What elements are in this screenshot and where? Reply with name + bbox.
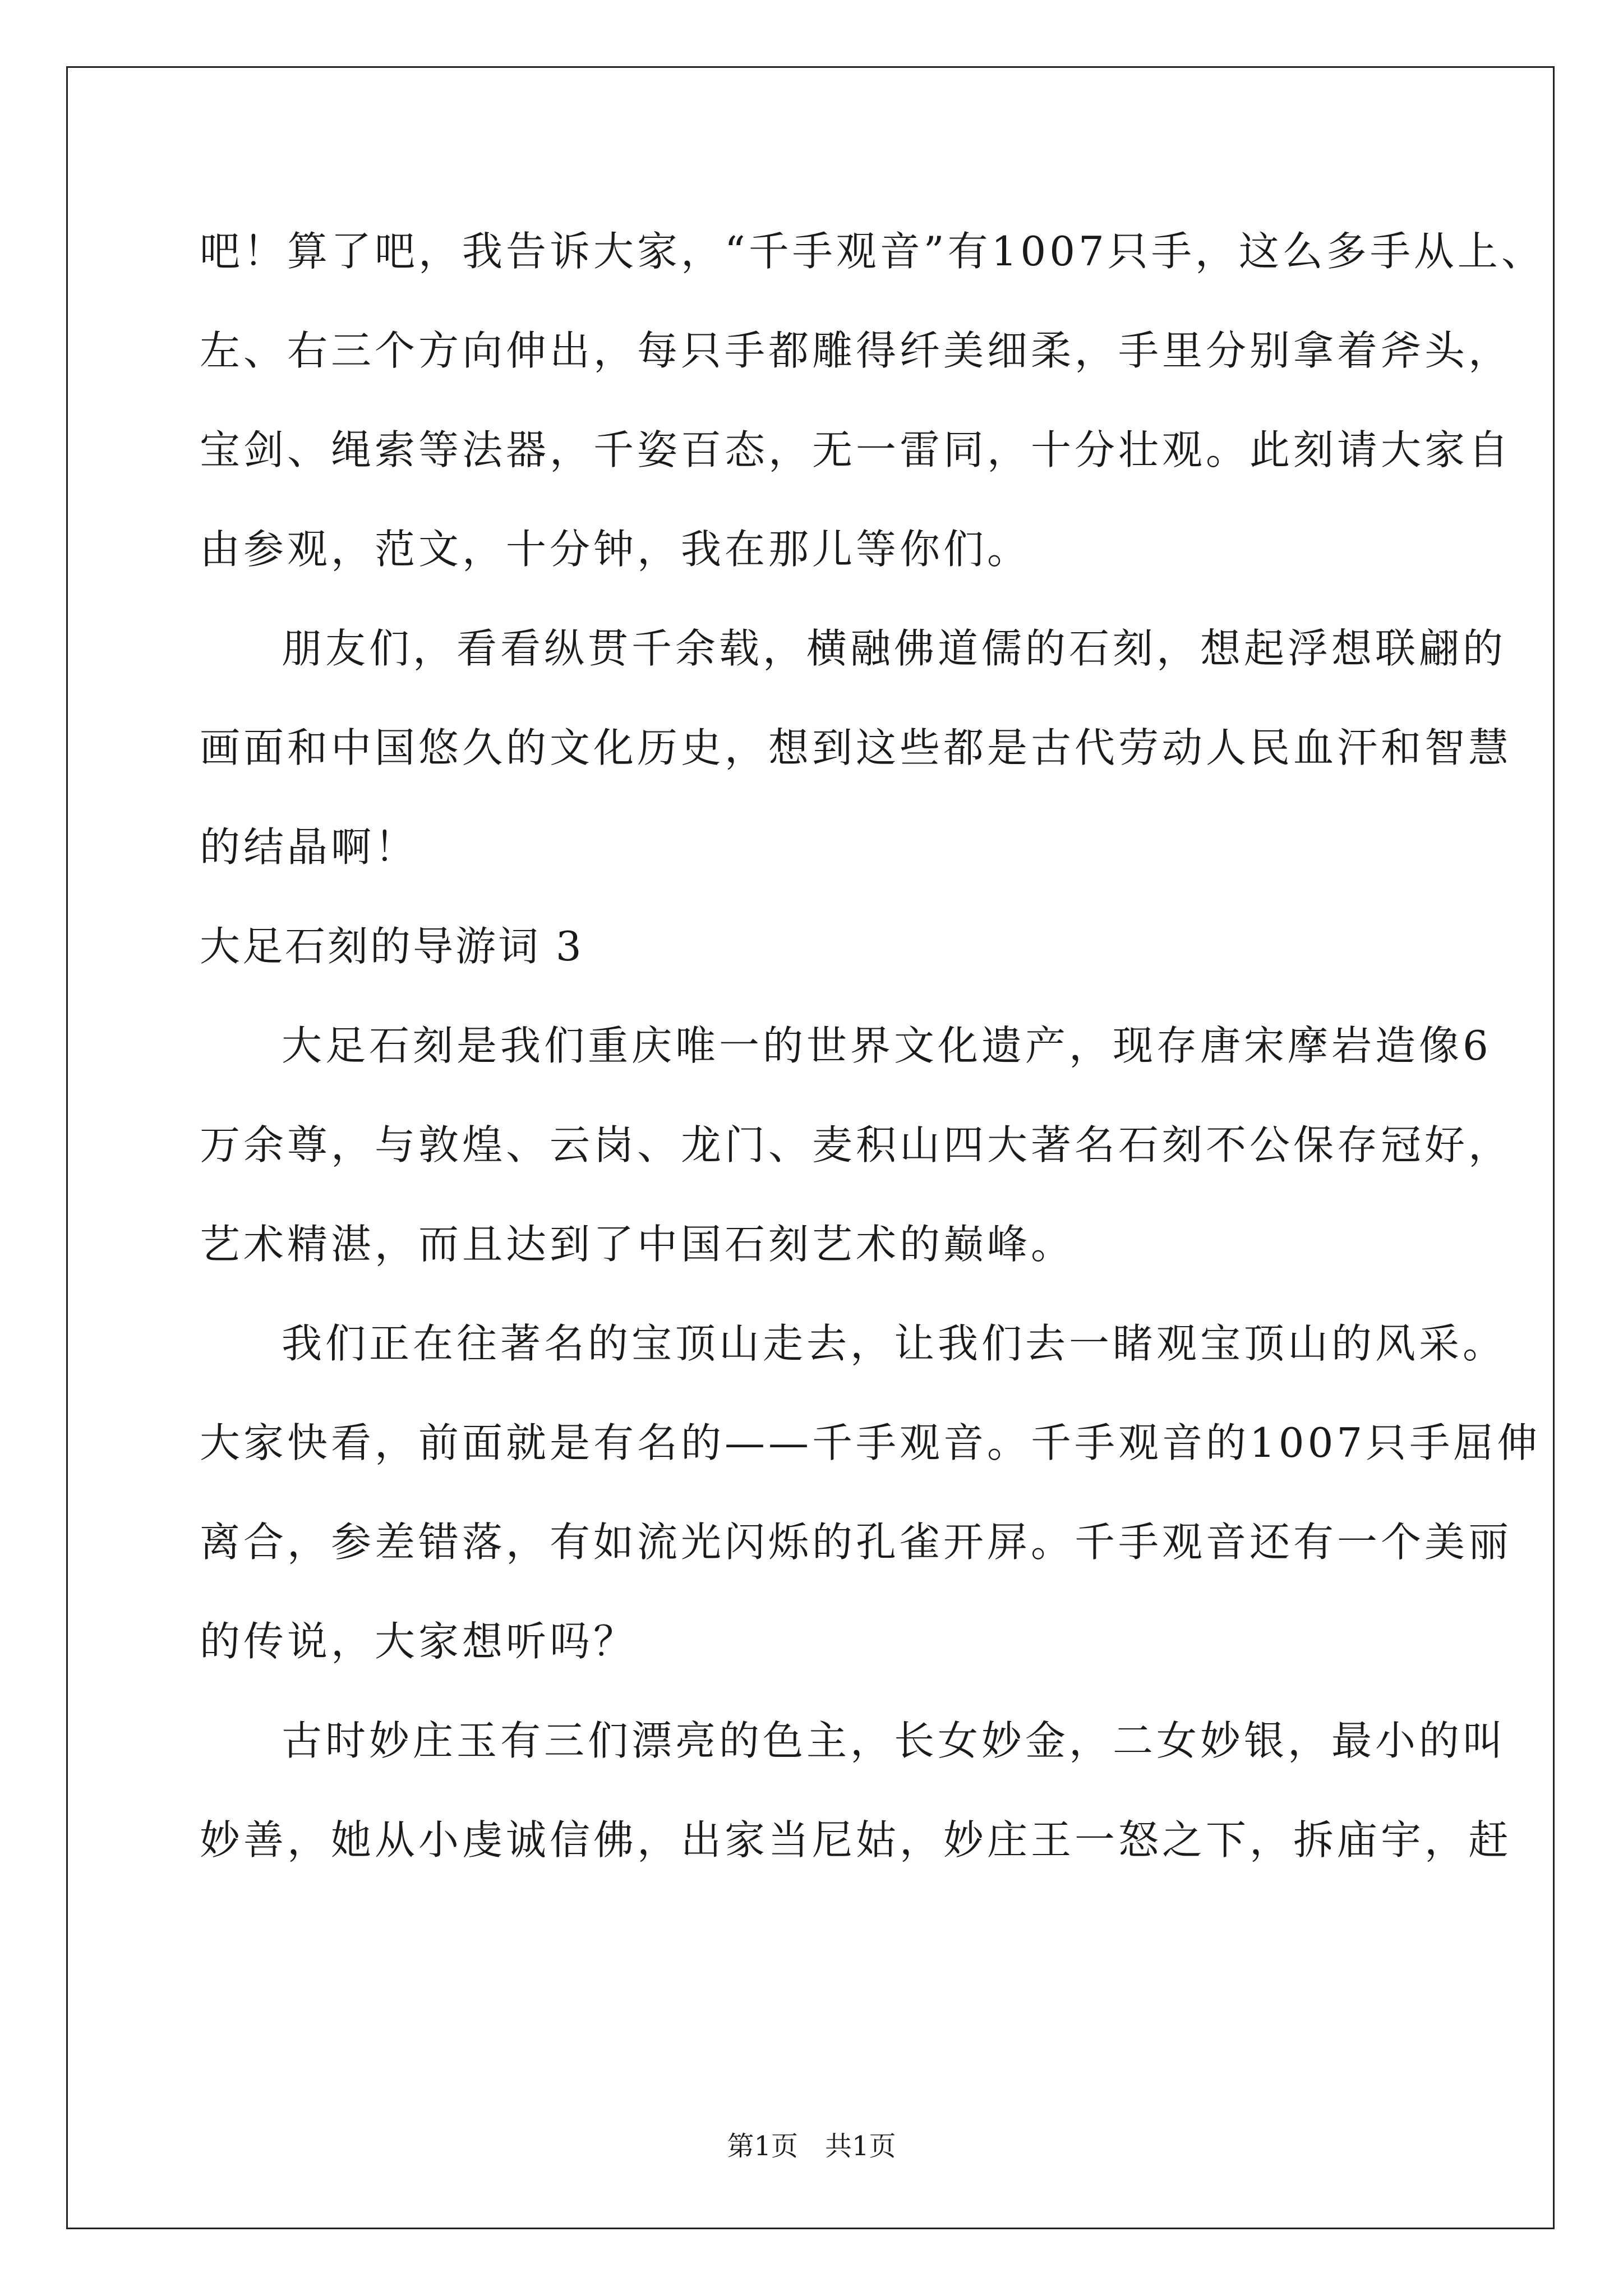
paragraph-line: 妙善，她从小虔诚信佛，出家当尼姑，妙庄王一怒之下，拆庙宇，赶 (200, 1816, 1513, 1864)
paragraph-line: 宝剑、绳索等法器，千姿百态，无一雷同，十分壮观。此刻请大家自 (200, 426, 1513, 473)
paragraph-line: 画面和中国悠久的文化历史，想到这些都是古代劳动人民血汗和智慧 (200, 724, 1513, 771)
paragraph-line: 古时妙庄玉有三们漂亮的色主，长女妙金，二女妙银，最小的叫 (282, 1717, 1507, 1764)
paragraph-line: 朋友们，看看纵贯千余载，横融佛道儒的石刻，想起浮想联翩的 (282, 625, 1507, 672)
document-body (200, 202, 1545, 1890)
paragraph-line: 的传说，大家想听吗？ (200, 1618, 638, 1665)
paragraph-line: 万余尊，与敦煌、云岗、龙门、麦积山四大著名石刻不公保存冠好， (200, 1121, 1513, 1168)
page-footer (0, 2129, 1623, 2163)
paragraph-line: 由参观，范文，十分钟，我在那儿等你们。 (200, 526, 1031, 573)
section-heading: 大足石刻的导游词 3 (200, 923, 584, 970)
paragraph-line: 艺术精湛，而且达到了中国石刻艺术的巅峰。 (200, 1221, 1075, 1268)
page-total: 共1页 (825, 2131, 896, 2162)
paragraph-line: 大足石刻是我们重庆唯一的世界文化遗产，现存唐宋摩岩造像6 (282, 1022, 1492, 1069)
paragraph-line: 的结晶啊！ (200, 823, 419, 871)
paragraph-line: 吧！算了吧，我告诉大家，“千手观音”有1007只手，这么多手从上、 (200, 228, 1545, 275)
paragraph-line: 大家快看，前面就是有名的——千手观音。千手观音的1007只手屈伸 (200, 1419, 1541, 1466)
page-number: 第1页 (727, 2131, 798, 2162)
paragraph-line: 离合，参差错落，有如流光闪烁的孔雀开屏。千手观音还有一个美丽 (200, 1519, 1513, 1566)
paragraph-line: 左、右三个方向伸出，每只手都雕得纤美细柔，手里分别拿着斧头， (200, 327, 1513, 374)
paragraph-line: 我们正在往著名的宝顶山走去，让我们去一睹观宝顶山的风采。 (282, 1320, 1507, 1367)
